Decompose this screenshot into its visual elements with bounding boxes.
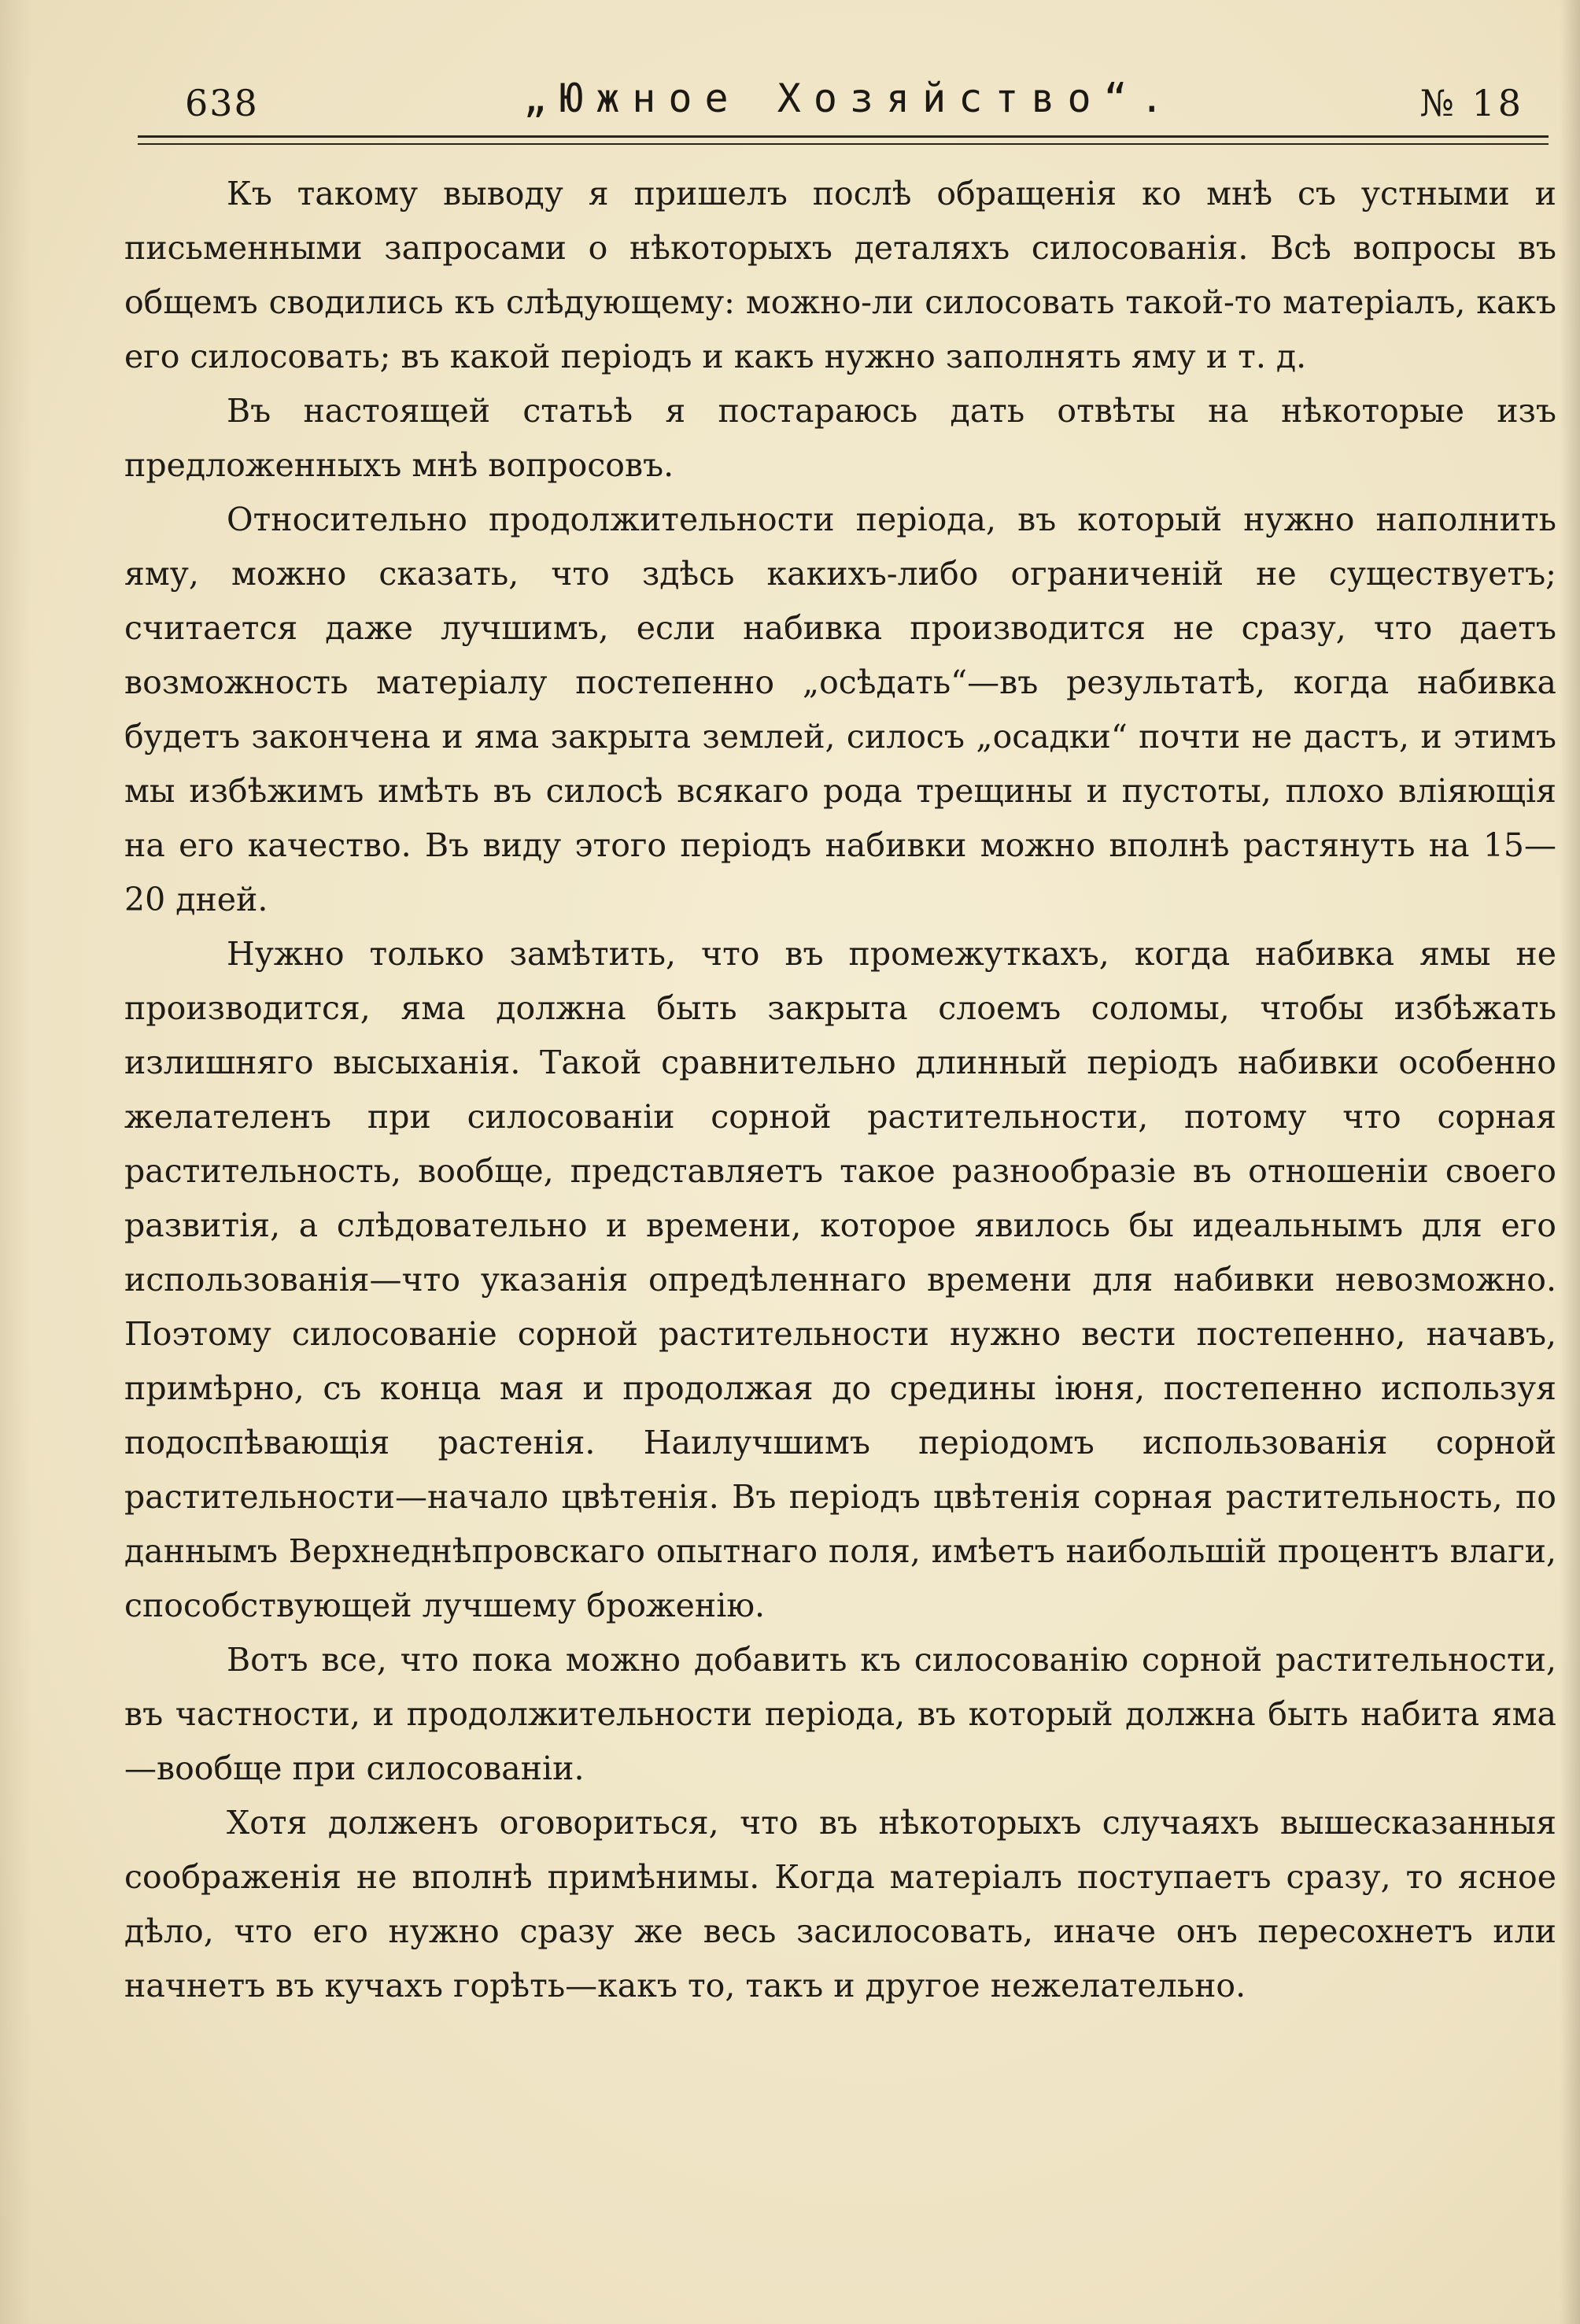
article-body bbox=[124, 167, 1556, 2013]
paragraph-6: Хотя долженъ оговориться, что въ нѣкоторыхъ случаяхъ вышесказанныя соображенія не вполнѣ примѣнимы. Когда матеріалъ поступаетъ сразу, то ясное дѣло, что его нужно сразу же весь засилосовать, иначе онъ пересохнетъ или начнетъ въ кучахъ горѣть—какъ то, такъ и другое нежелательно. bbox=[124, 1804, 1556, 2004]
paragraph-3: Относительно продолжительности періода, въ который нужно наполнить яму, можно сказать, что здѣсь какихъ-либо ограниченій не существуетъ; считается даже лучшимъ, если набивка производится не сразу, что даетъ возможность матеріалу постепенно „осѣдать“—въ результатѣ, когда набивка будетъ закончена и яма закрыта землей, силосъ „осадки“ почти не дастъ, и этимъ мы избѣжимъ имѣть въ силосѣ всякаго рода трещины и пустоты, плохо вліяющія на его качество. Въ виду этого періодъ набивки можно вполнѣ растянуть на 15—20 дней. bbox=[124, 501, 1556, 918]
issue-number: № 18 bbox=[1419, 82, 1524, 124]
page-gutter-shadow bbox=[0, 0, 31, 2324]
paragraph-1: Къ такому выводу я пришелъ послѣ обращенія ко мнѣ съ устными и письменными запросами о нѣкоторыхъ деталяхъ силосованія. Всѣ вопросы въ общемъ сводились къ слѣдующему: можно-ли силосовать такой-то матеріалъ, какъ его силосовать; въ какой періодъ и какъ нужно заполнять яму и т. д. bbox=[124, 175, 1556, 375]
paragraph-2: Въ настоящей статьѣ я постараюсь дать отвѣты на нѣкоторые изъ предложенныхъ мнѣ вопросовъ. bbox=[124, 392, 1556, 484]
paragraph-4: Нужно только замѣтить, что въ промежуткахъ, когда набивка ямы не производится, яма должна быть закрыта слоемъ соломы, чтобы избѣжать излишняго высыханія. Такой сравнительно длинный періодъ набивки особенно желателенъ при силосованіи сорной растительности, потому что сорная растительность, вообще, представляетъ такое разнообразіе въ отношеніи своего развитія, а слѣдовательно и времени, которое явилось бы идеальнымъ для его использованія—что указанія опредѣленнаго времени для набивки невозможно. Поэтому силосованіе сорной растительности нужно вести постепенно, начавъ, примѣрно, съ конца мая и продолжая до средины іюня, постепенно используя подоспѣвающія растенія. Наилучшимъ періодомъ использованія сорной растительности—начало цвѣтенія. Въ періодъ цвѣтенія сорная растительность, по даннымъ Верхнеднѣпровскаго опытнаго поля, имѣетъ наибольшій процентъ влаги, способствующей лучшему броженію. bbox=[124, 935, 1556, 1624]
paragraph-5: Вотъ все, что пока можно добавить къ силосованію сорной растительности, въ частности, и продолжительности періода, въ который должна быть набита яма—вообще при силосованіи. bbox=[124, 1641, 1556, 1787]
header-rule-thick bbox=[138, 135, 1549, 138]
running-header bbox=[138, 76, 1554, 131]
page-number: 638 bbox=[185, 82, 259, 124]
header-rule-thin bbox=[138, 143, 1549, 145]
page-edge-shadow bbox=[1560, 0, 1580, 2324]
journal-title: „Южное Хозяйство“. bbox=[523, 76, 1176, 121]
